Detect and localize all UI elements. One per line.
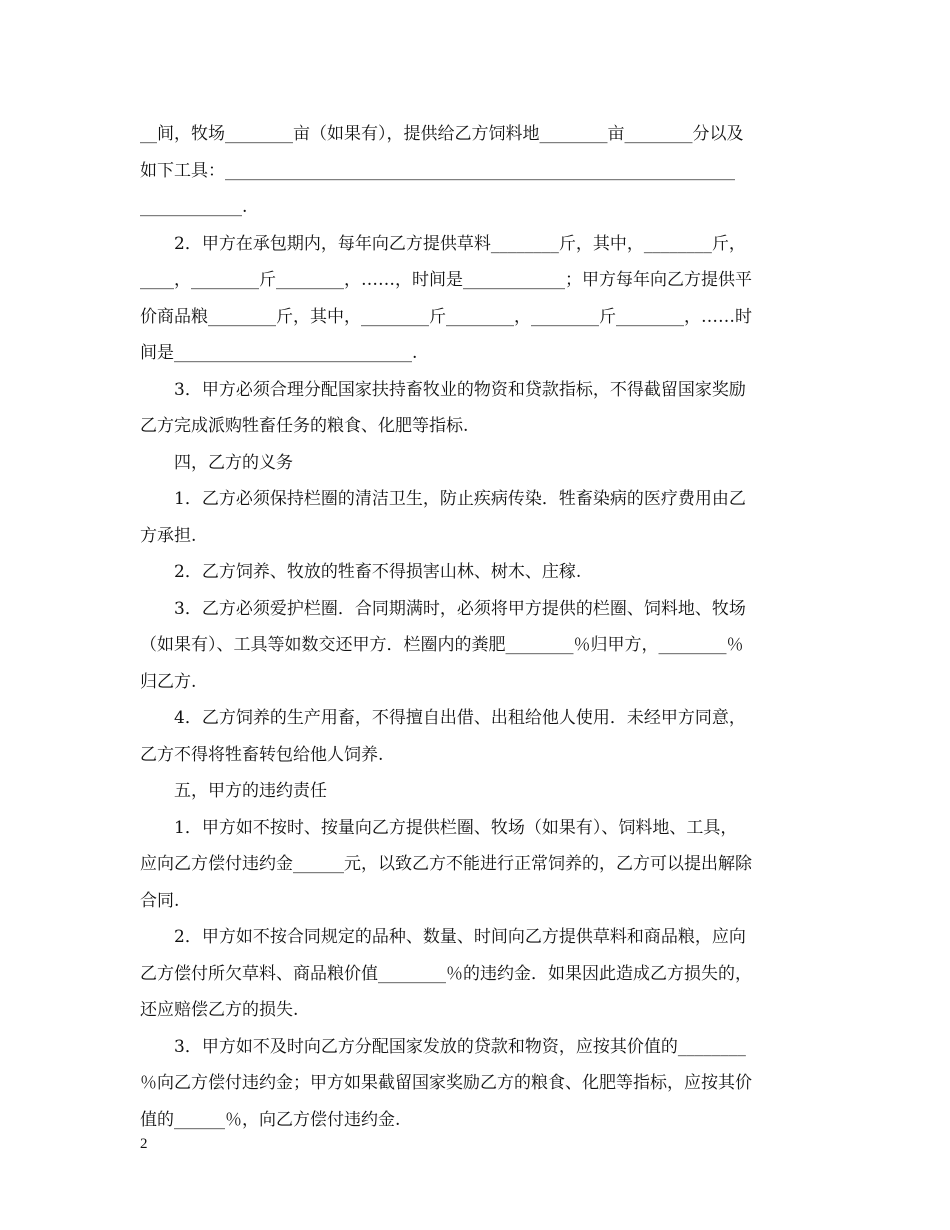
text-line: 值的______％，向乙方偿付违约金. <box>140 1109 401 1130</box>
page-number: 2 <box>140 1136 148 1152</box>
text-line: __间，牧场________亩（如果有），提供给乙方饲料地________亩________分以及 <box>140 124 744 144</box>
section-heading-4: 四，乙方的义务 <box>174 452 293 473</box>
clause-1-line: 1．乙方必须保持栏圈的清洁卫生，防止疾病传染．牲畜染病的医疗费用由乙 <box>174 489 746 509</box>
clause-3-line: 3．甲方如不及时向乙方分配国家发放的贷款和物资，应按其价值的________ <box>174 1036 746 1057</box>
text-line: ____________. <box>140 197 248 217</box>
text-line: 乙方完成派购牲畜任务的粮食、化肥等指标. <box>140 416 469 436</box>
clause-2-line: 2．甲方在承包期内，每年向乙方提供草料________斤，其中，________斤， <box>174 233 746 254</box>
clause-2-line: 2．甲方如不按合同规定的品种、数量、时间向乙方提供草料和商品粮，应向 <box>174 927 746 947</box>
text-line: （如果有）、工具等如数交还甲方．栏圈内的粪肥________％归甲方，________％ <box>140 635 744 655</box>
text-line: 价商品粮________斤，其中，________斤________，________斤________，……时 <box>140 306 752 327</box>
text-line: 应向乙方偿付违约金______元，以致乙方不能进行正常饲养的，乙方可以提出解除 <box>140 854 752 874</box>
text-line: 合同. <box>140 890 180 911</box>
text-line: ％向乙方偿付违约金；甲方如果截留国家奖励乙方的粮食、化肥等指标，应按其价 <box>140 1073 752 1093</box>
text-line: 如下工具：____________________________________________________________ <box>140 160 735 181</box>
text-line: 乙方偿付所欠草料、商品粮价值________％的违约金．如果因此造成乙方损失的， <box>140 963 752 984</box>
clause-2-line: 2．乙方饲养、牧放的牲畜不得损害山林、树木、庄稼. <box>174 562 582 582</box>
text-line: ____，________斤________，……，时间是____________；甲方每年向乙方提供平 <box>140 270 752 290</box>
text-line: 间是____________________________. <box>140 343 418 363</box>
clause-4-line: 4．乙方饲养的生产用畜，不得擅自出借、出租给他人使用．未经甲方同意， <box>174 708 746 728</box>
clause-3-line: 3．乙方必须爱护栏圈．合同期满时，必须将甲方提供的栏圈、饲料地、牧场 <box>174 598 746 619</box>
clause-3-line: 3．甲方必须合理分配国家扶持畜牧业的物资和贷款指标，不得截留国家奖励 <box>174 379 746 400</box>
section-heading-5: 五，甲方的违约责任 <box>174 781 327 801</box>
contract-body <box>140 116 810 1138</box>
text-line: 方承担. <box>140 525 197 546</box>
text-line: 归乙方. <box>140 671 197 692</box>
clause-1-line: 1．甲方如不按时、按量向乙方提供栏圈、牧场（如果有）、饲料地、工具， <box>174 817 738 838</box>
text-line: 还应赔偿乙方的损失. <box>140 1000 299 1020</box>
text-line: 乙方不得将牲畜转包给他人饲养. <box>140 744 384 765</box>
